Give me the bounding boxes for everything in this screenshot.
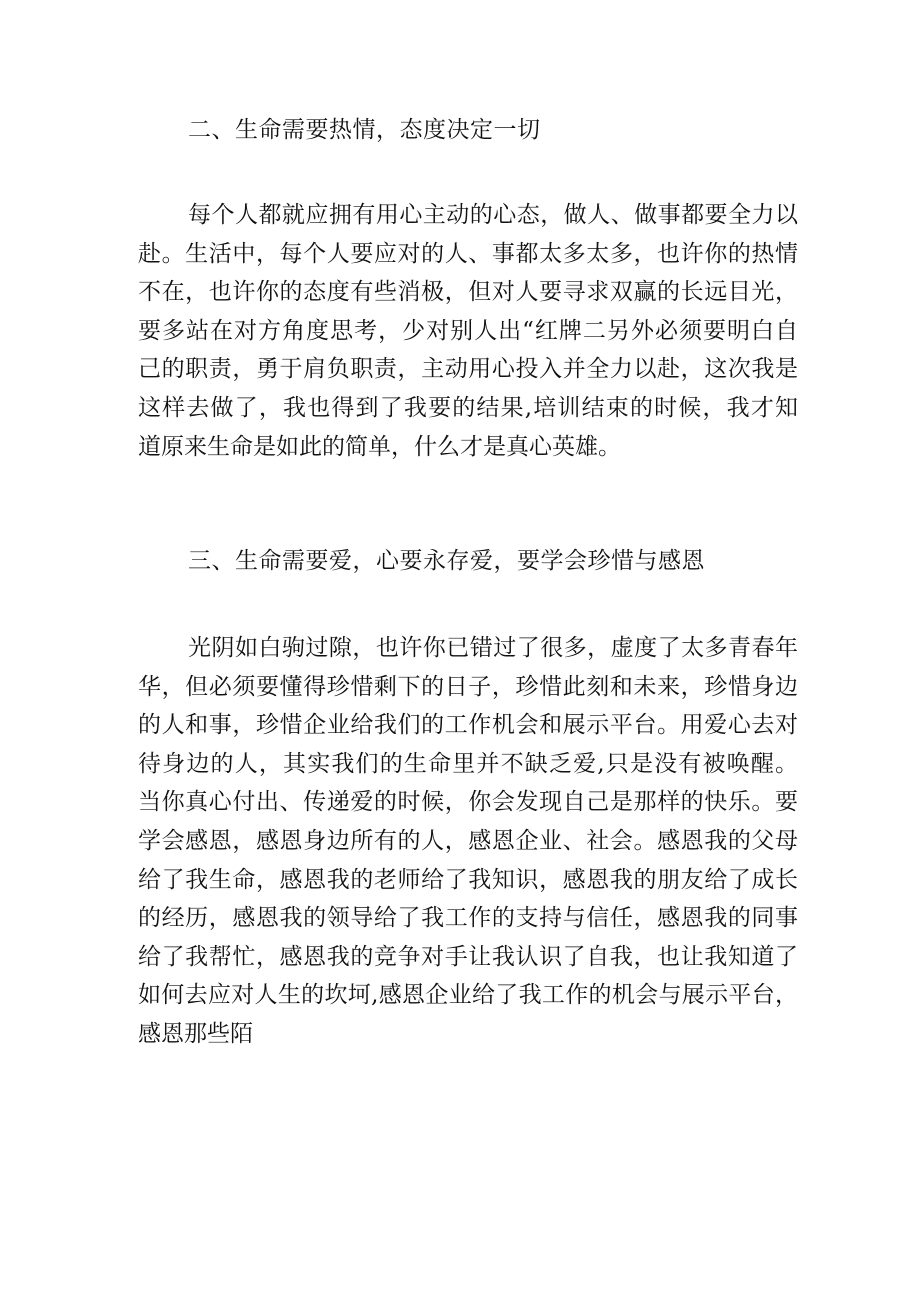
paragraph-attitude [138,196,798,466]
paragraph-line: 己的职责，勇于肩负职责，主动用心投入并全力以赴，这次我是 [138,356,798,383]
paragraph-line: 光阴如白驹过隙，也许你已错过了很多，虚度了太多青春年 [188,635,798,661]
paragraph-line: 给了我生命，感恩我的老师给了我知识，感恩我的朋友给了成长 [138,866,798,893]
paragraph-line: 的经历，感恩我的领导给了我工作的支持与信任，感恩我的同事 [138,905,798,932]
section-heading-3: 三、生命需要爱，心要永存爱，要学会珍惜与感恩 [188,548,705,574]
paragraph-line: 给了我帮忙，感恩我的竞争对手让我认识了自我，也让我知道了 [138,943,798,970]
paragraph-line: 感恩那些陌 [138,1020,253,1047]
paragraph-line: 当你真心付出、传递爱的时候，你会发现自己是那样的快乐。要 [138,789,798,816]
paragraph-line: 华，但必须要懂得珍惜剩下的日子，珍惜此刻和未来，珍惜身边 [138,673,798,700]
paragraph-line: 待身边的人，其实我们的生命里并不缺乏爱,只是没有被唤醒。 [138,750,798,777]
paragraph-line: 道原来生命是如此的简单，什么才是真心英雄。 [138,433,621,460]
paragraph-love-gratitude [138,629,798,1054]
paragraph-line: 的人和事，珍惜企业给我们的工作机会和展示平台。用爱心去对 [138,712,798,739]
paragraph-line: 学会感恩，感恩身边所有的人，感恩企业、社会。感恩我的父母 [138,827,798,854]
paragraph-line: 不在，也许你的态度有些消极，但对人要寻求双赢的长远目光， [138,279,798,306]
paragraph-line: 赴。生活中，每个人要应对的人、事都太多太多，也许你的热情 [138,240,798,267]
paragraph-line: 要多站在对方角度思考，少对别人出“红牌二另外必须要明白自 [138,317,798,344]
paragraph-line: 如何去应对人生的坎坷,感恩企业给了我工作的机会与展示平台， [138,982,798,1009]
section-heading-2: 二、生命需要热情，态度决定一切 [188,117,541,143]
paragraph-line: 这样去做了，我也得到了我要的结果,培训结束的时候，我才知 [138,394,798,421]
paragraph-line: 每个人都就应拥有用心主动的心态，做人、做事都要全力以 [188,202,798,228]
